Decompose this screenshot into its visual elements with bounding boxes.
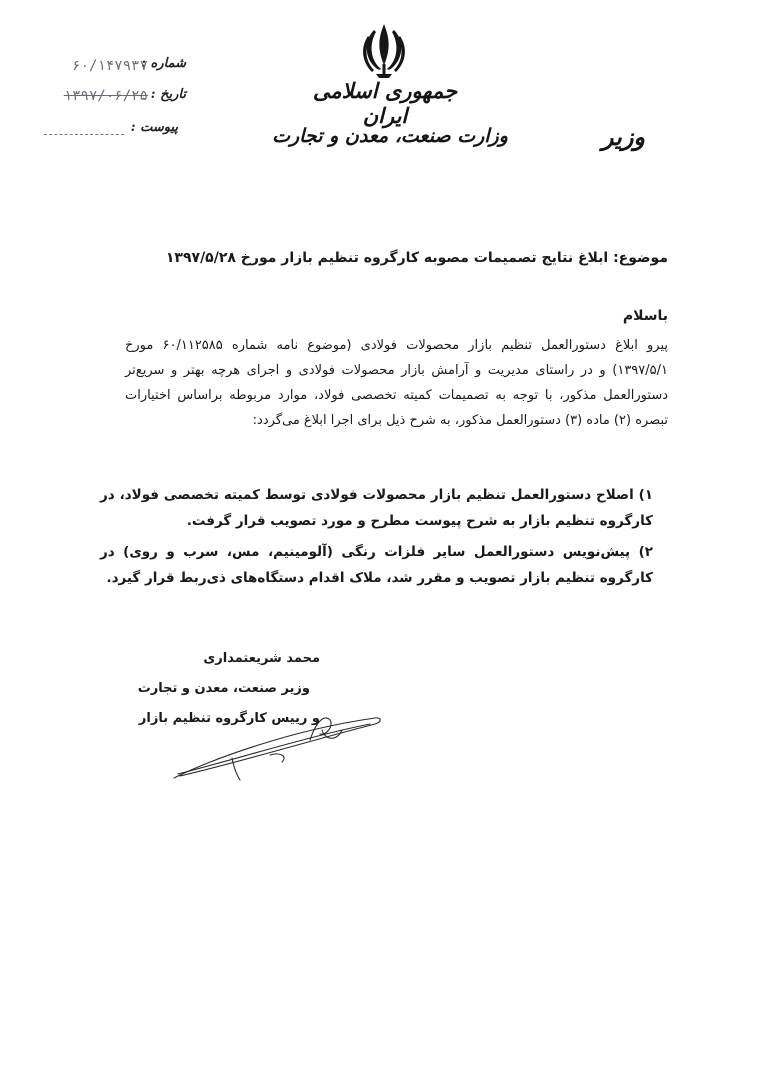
attachment-label: پیوست : xyxy=(130,120,178,135)
letter-item: ۱) اصلاح دستورالعمل تنظیم بازار محصولات فولادی توسط کمیته تخصصی فولاد، در کارگروه تنظیم بازار به شرح پیوست مطرح و مورد تصویب قرار گرفت. xyxy=(100,487,653,529)
number-value: ۶۰/۱۴۷۹۳۷ xyxy=(72,58,148,74)
minister-title: وزیر xyxy=(601,122,645,151)
signatory-title-secondary: و رییس کارگروه تنظیم بازار xyxy=(138,711,320,726)
number-label: شماره : xyxy=(141,56,186,71)
letter-subject: موضوع: ابلاغ نتایج تصمیمات مصوبه کارگروه تنظیم بازار مورخ ۱۳۹۷/۵/۲۸ xyxy=(165,250,668,266)
republic-heading: جمهوری اسلامی ایران xyxy=(312,78,458,128)
signatory-name: محمد شریعتمداری xyxy=(203,651,320,666)
signatory-title: وزیر صنعت، معدن و تجارت xyxy=(137,681,310,696)
ministry-heading: وزارت صنعت، معدن و تجارت xyxy=(272,125,508,147)
date-label: تاریخ : xyxy=(150,87,186,102)
letter-item: ۲) پیش‌نویس دستورالعمل سایر فلزات رنگی (آلومینیم، مس، سرب و روی) در کارگروه تنظیم بازار تصویب و مقرر شد، ملاک اقدام دستگاه‌های ذی‌ربط قرار گیرد. xyxy=(100,544,653,586)
attachment-value xyxy=(44,122,124,135)
letter-intro-paragraph: پیرو ابلاغ دستورالعمل تنظیم بازار محصولات فولادی (موضوع نامه شماره ۶۰/۱۱۲۵۸۵ مورخ ۱۳۹۷/۵/۱) و در راستای مدیریت و آرامش بازار محصولات فولادی و اجرای هرچه بهتر و سریع‌تر دستورالعمل مذکور، با توجه به تصمیمات کمیته تخصصی فولاد، موارد مربوطه براساس اختیارات تبصره (۲) ماده (۳) دستورالعمل مذکور، به شرح ذیل برای اجرا ابلاغ می‌گردد: xyxy=(125,338,668,428)
iran-emblem-icon xyxy=(356,18,412,82)
handwritten-signature-icon xyxy=(170,700,385,785)
letter-greeting: باسلام xyxy=(622,308,668,324)
date-value: ۱۳۹۷/۰۶/۲۵ xyxy=(63,88,148,104)
